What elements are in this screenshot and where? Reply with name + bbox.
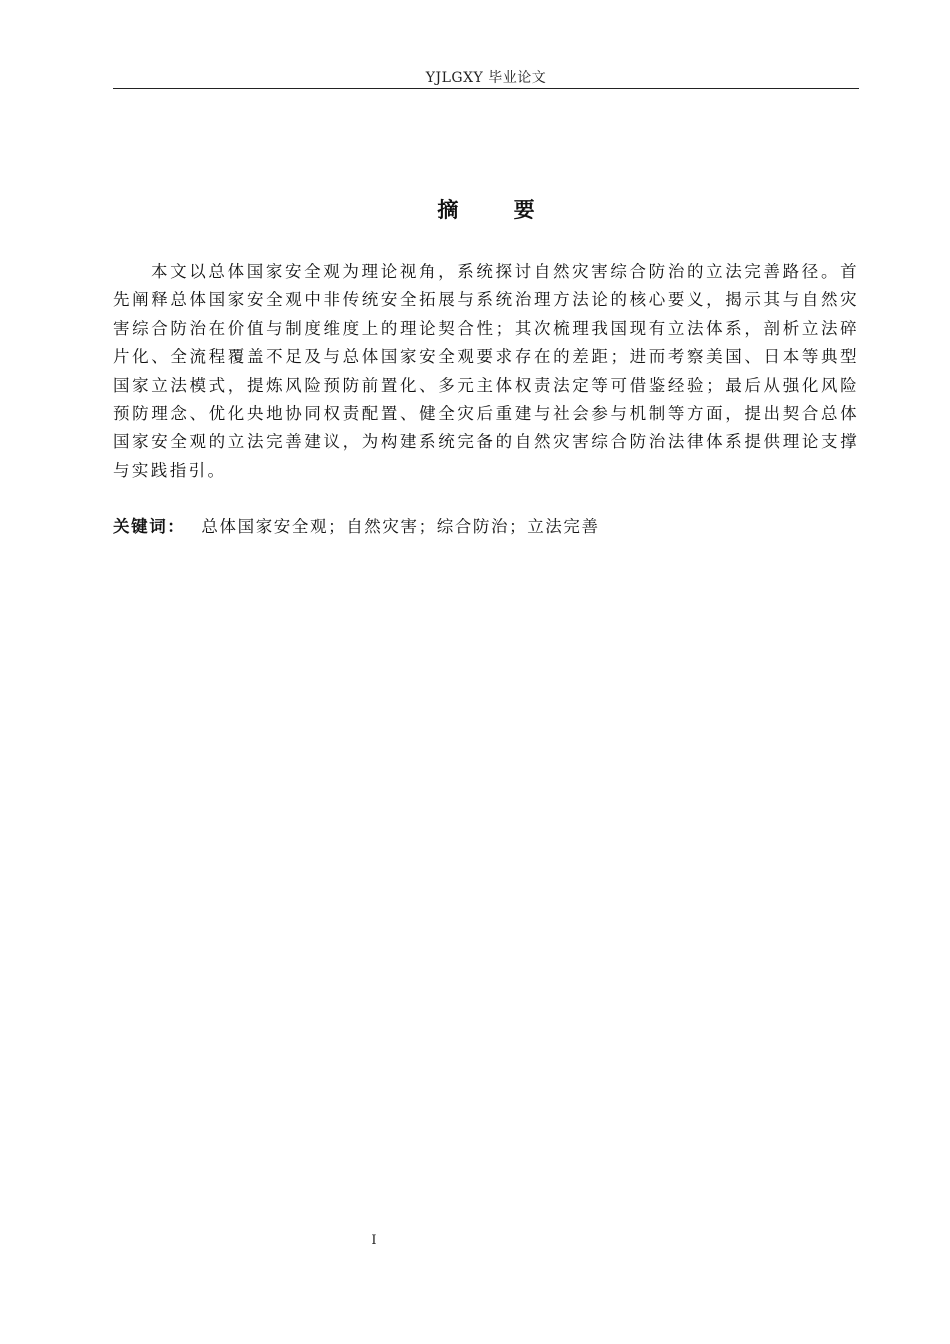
keywords-line [113,513,859,541]
header-rule [113,88,859,89]
abstract-title: 摘 要 [437,198,559,222]
keywords-text: 总体国家安全观；自然灾害；综合防治；立法完善 [201,517,600,536]
page-header: YJLGXY 毕业论文 [425,70,547,86]
abstract-body: 本文以总体国家安全观为理论视角，系统探讨自然灾害综合防治的立法完善路径。首先阐释总体国家安全观中非传统安全拓展与系统治理方法论的核心要义，揭示其与自然灾害综合防治在价值与制度维度上的理论契合性；其次梳理我国现有立法体系，剖析立法碎片化、全流程覆盖不足及与总体国家安全观要求存在的差距；进而考察美国、日本等典型国家立法模式，提炼风险预防前置化、多元主体权责法定等可借鉴经验；最后从强化风险预防理念、优化央地协同权责配置、健全灾后重建与社会参与机制等方面，提出契合总体国家安全观的立法完善建议，为构建系统完备的自然灾害综合防治法律体系提供理论支撑与实践指引。 [113,262,859,480]
page-number: I [371,1233,377,1248]
keywords-label: 关键词： [113,517,186,536]
